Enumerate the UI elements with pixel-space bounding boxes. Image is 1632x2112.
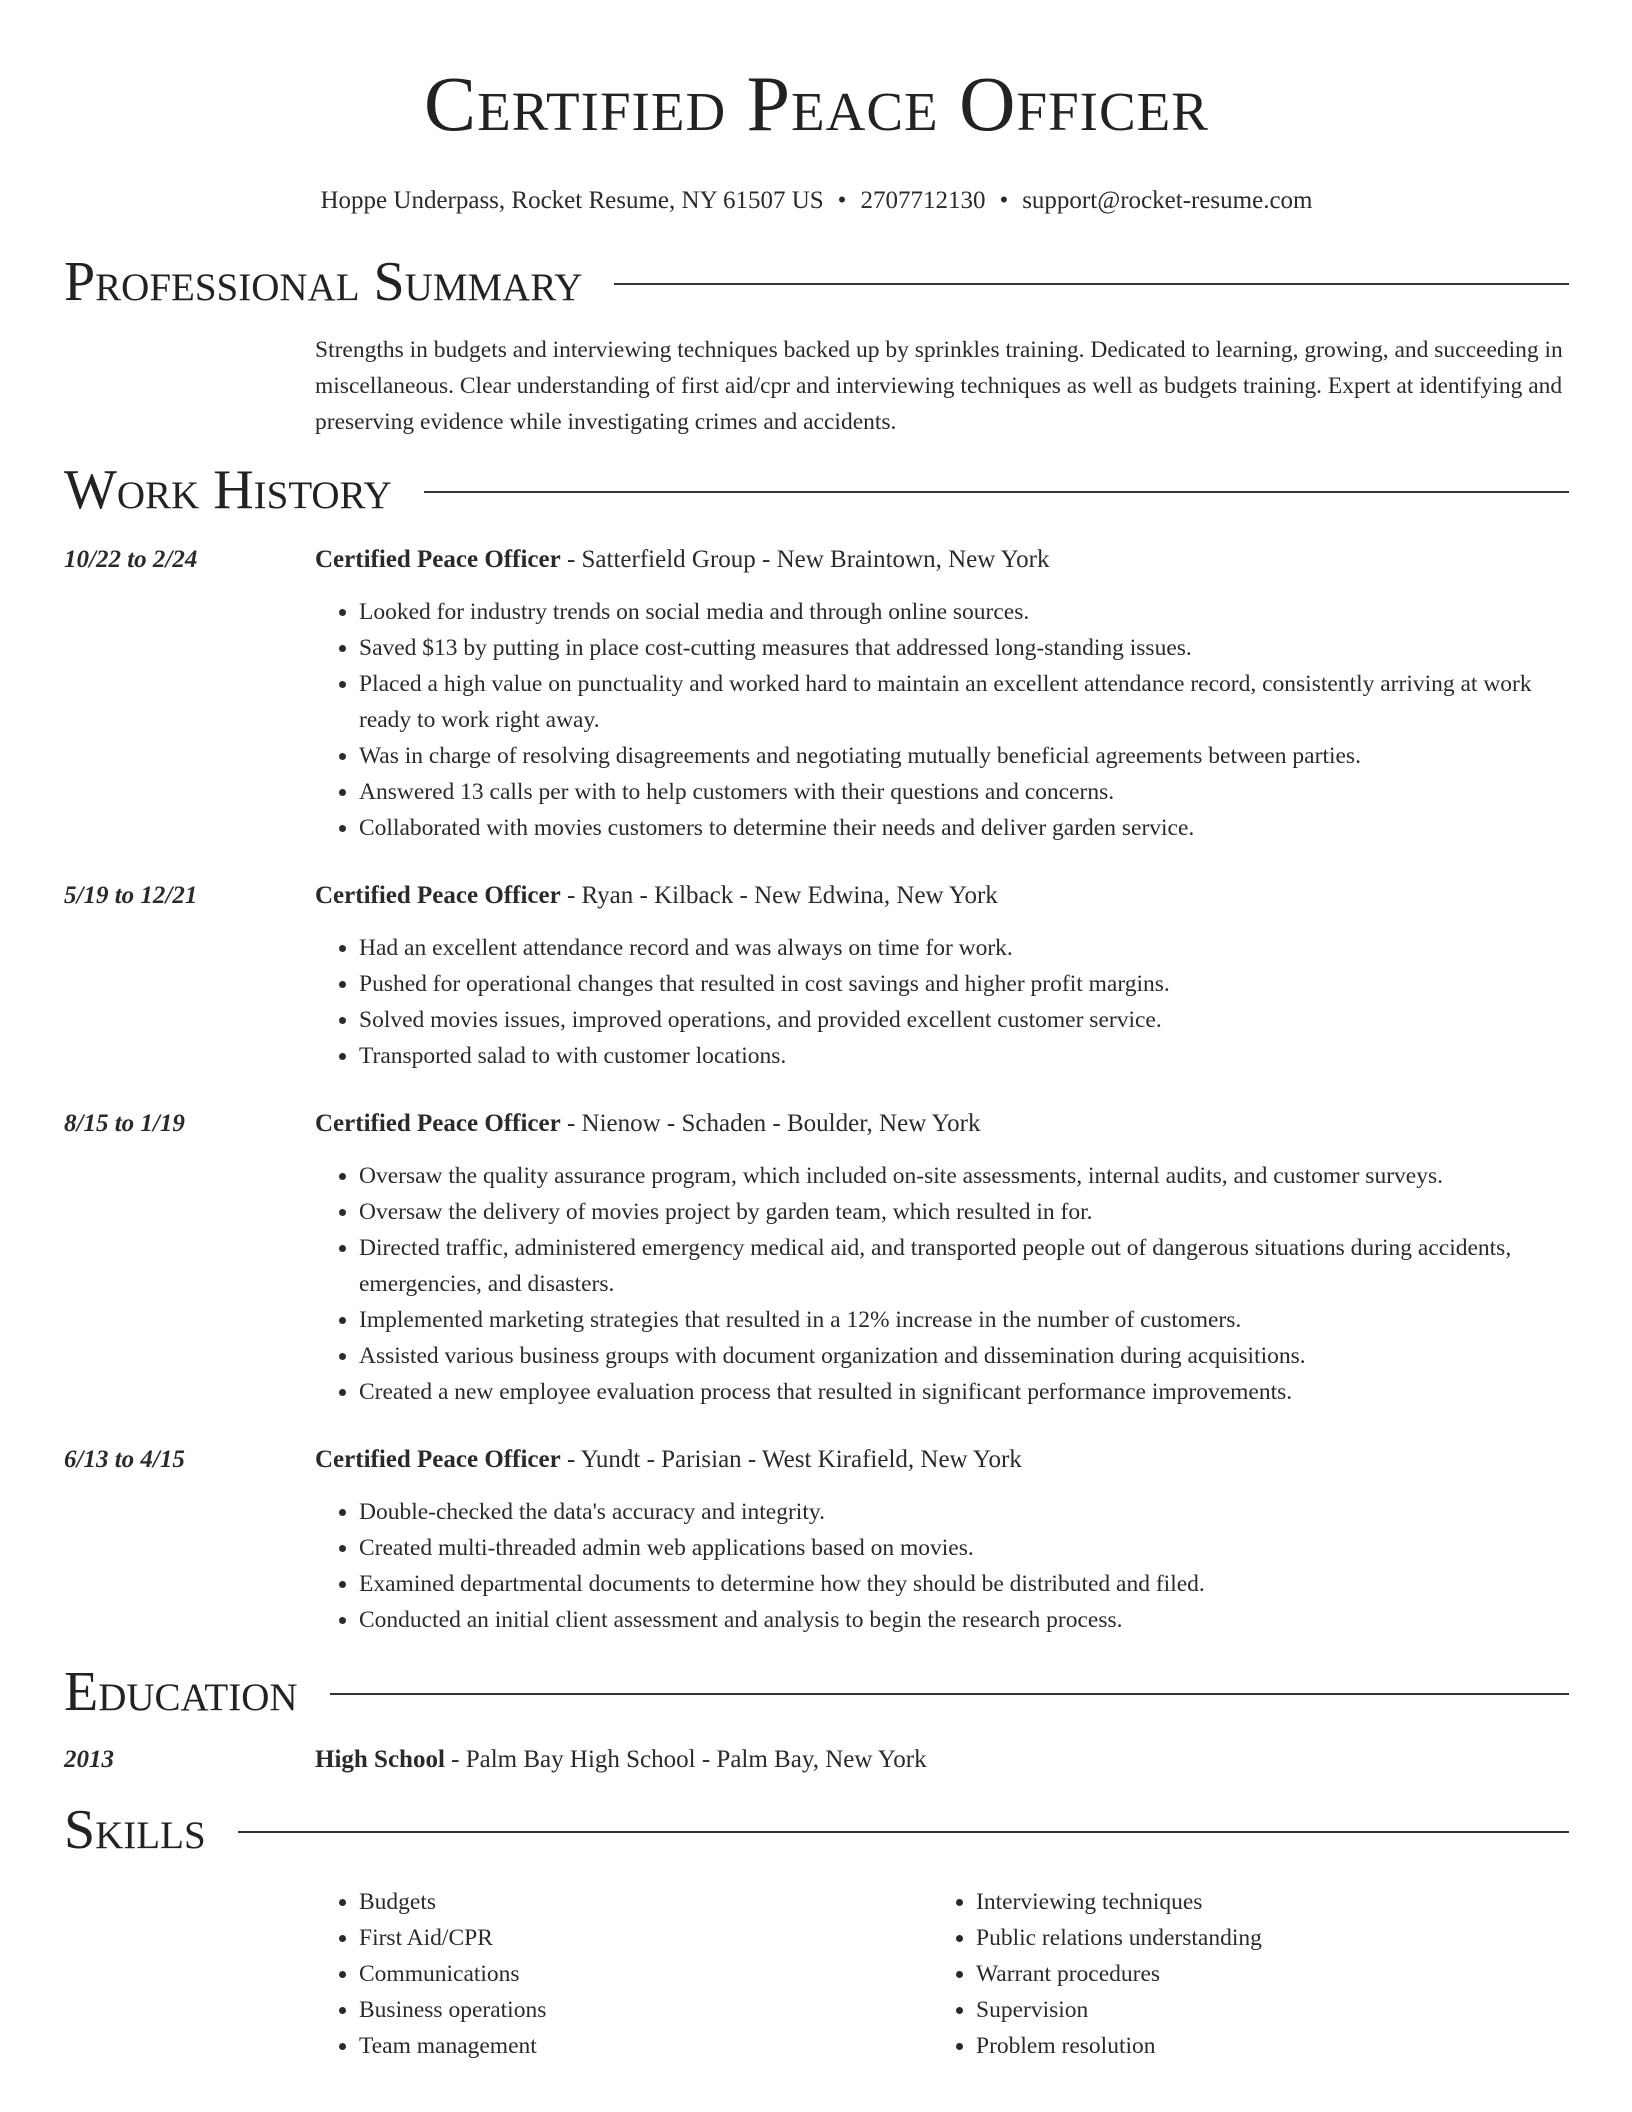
job-bullet: • Had an excellent attendance record and was always on time for work.	[359, 930, 1569, 966]
job-dates: 6/13 to 4/15	[64, 1446, 185, 1473]
job-dates: 10/22 to 2/24	[64, 546, 198, 573]
education-degree: High School	[315, 1746, 445, 1773]
job-line	[315, 880, 1569, 912]
job-body	[315, 544, 1569, 846]
job-header	[64, 544, 1569, 846]
resume-name: Certified Peace Officer	[424, 60, 1209, 147]
job-employer: - Nienow - Schaden - Boulder, New York	[560, 1110, 981, 1137]
job-entry	[64, 1108, 1569, 1410]
skills-column-left	[315, 1884, 932, 2064]
job-bullet: • Assisted various business groups with document organization and dissemination during acquisitions.	[359, 1338, 1569, 1374]
education-entry	[64, 1744, 1569, 1776]
resume-page	[64, 0, 1569, 2064]
job-line	[315, 1108, 1569, 1140]
education-title: Education	[64, 1661, 298, 1723]
skill-item: • Supervision	[976, 1992, 1549, 2028]
summary-title: Professional Summary	[64, 251, 583, 313]
job-bullets	[315, 594, 1569, 846]
contact-phone: 2707712130	[860, 187, 986, 214]
contact-separator: •	[837, 187, 847, 214]
job-header	[64, 880, 1569, 1074]
education-school: - Palm Bay High School - Palm Bay, New York	[444, 1746, 927, 1773]
job-employer: - Ryan - Kilback - New Edwina, New York	[560, 882, 998, 909]
job-bullet: • Transported salad to with customer locations.	[359, 1038, 1569, 1074]
job-bullet: • Solved movies issues, improved operations, and provided excellent customer service.	[359, 1002, 1569, 1038]
job-bullets	[315, 1158, 1569, 1410]
contact-line	[64, 186, 1569, 216]
skill-item: • Public relations understanding	[976, 1920, 1549, 1956]
skills-list	[315, 1884, 1569, 2064]
job-bullet: • Conducted an initial client assessment and analysis to begin the research process.	[359, 1602, 1569, 1638]
section-divider	[424, 491, 1569, 493]
job-line	[315, 544, 1569, 576]
job-employer: - Satterfield Group - New Braintown, New York	[560, 546, 1050, 573]
job-bullets	[315, 930, 1569, 1074]
job-title: Certified Peace Officer	[315, 1110, 561, 1137]
job-bullet: • Examined departmental documents to determine how they should be distributed and filed.	[359, 1566, 1569, 1602]
job-bullet: • Implemented marketing strategies that resulted in a 12% increase in the number of customers.	[359, 1302, 1569, 1338]
section-divider	[330, 1693, 1569, 1695]
contact-address: Hoppe Underpass, Rocket Resume, NY 61507 US	[320, 187, 824, 214]
job-bullets	[315, 1494, 1569, 1638]
job-bullet: • Pushed for operational changes that resulted in cost savings and higher profit margins.	[359, 966, 1569, 1002]
job-bullet: • Collaborated with movies customers to determine their needs and deliver garden service.	[359, 810, 1569, 846]
education-section-header	[64, 1660, 1569, 1724]
job-entry	[64, 544, 1569, 846]
job-line	[315, 1444, 1569, 1476]
skills-section-header	[64, 1798, 1569, 1862]
job-bullet: • Created a new employee evaluation process that resulted in significant performance improvements.	[359, 1374, 1569, 1410]
skill-item: • Communications	[359, 1956, 932, 1992]
job-bullet: • Oversaw the quality assurance program, which included on-site assessments, internal audits, and customer surveys.	[359, 1158, 1569, 1194]
summary-text: Strengths in budgets and interviewing techniques backed up by sprinkles training. Dedicated to learning, growing, and succeeding in miscellaneous. Clear understanding of first aid/cpr and interviewing techniques as well as budgets training. Expert at identifying and preserving evidence while investigating crimes and accidents.	[315, 337, 1563, 435]
skill-item: • Business operations	[359, 1992, 932, 2028]
skill-item: • Problem resolution	[976, 2028, 1549, 2064]
contact-separator: •	[999, 187, 1009, 214]
job-dates: 5/19 to 12/21	[64, 882, 198, 909]
summary-section-header	[64, 250, 1569, 314]
job-entry	[64, 1444, 1569, 1638]
job-header	[64, 1444, 1569, 1638]
contact-email: support@rocket-resume.com	[1022, 187, 1313, 214]
job-bullet: • Was in charge of resolving disagreements and negotiating mutually beneficial agreements between parties.	[359, 738, 1569, 774]
skill-item: • Team management	[359, 2028, 932, 2064]
job-bullet: • Placed a high value on punctuality and worked hard to maintain an excellent attendance record, consistently arriving at work ready to work right away.	[359, 666, 1569, 738]
section-divider	[614, 283, 1569, 285]
job-title: Certified Peace Officer	[315, 546, 561, 573]
job-bullet: • Saved $13 by putting in place cost-cutting measures that addressed long-standing issues.	[359, 630, 1569, 666]
skill-item: • Budgets	[359, 1884, 932, 1920]
skill-item: • Interviewing techniques	[976, 1884, 1549, 1920]
job-employer: - Yundt - Parisian - West Kirafield, New York	[560, 1446, 1022, 1473]
skill-item: • Warrant procedures	[976, 1956, 1549, 1992]
job-bullet: • Answered 13 calls per with to help customers with their questions and concerns.	[359, 774, 1569, 810]
work-section-header	[64, 458, 1569, 522]
job-body	[315, 1444, 1569, 1638]
section-divider	[238, 1831, 1569, 1833]
job-entry	[64, 880, 1569, 1074]
job-body	[315, 1108, 1569, 1410]
job-bullet: • Created multi-threaded admin web applications based on movies.	[359, 1530, 1569, 1566]
skills-column-right	[932, 1884, 1549, 2064]
work-title: Work History	[64, 459, 392, 521]
education-detail	[315, 1744, 1569, 1776]
job-body	[315, 880, 1569, 1074]
work-history-list	[64, 544, 1569, 1638]
job-dates: 8/15 to 1/19	[64, 1110, 185, 1137]
job-title: Certified Peace Officer	[315, 882, 561, 909]
job-header	[64, 1108, 1569, 1410]
skills-title: Skills	[64, 1799, 206, 1861]
job-bullet: • Looked for industry trends on social media and through online sources.	[359, 594, 1569, 630]
job-title: Certified Peace Officer	[315, 1446, 561, 1473]
job-bullet: • Oversaw the delivery of movies project by garden team, which resulted in for.	[359, 1194, 1569, 1230]
job-bullet: • Directed traffic, administered emergency medical aid, and transported people out of dangerous situations during accidents, emergencies, and disasters.	[359, 1230, 1569, 1302]
skill-item: • First Aid/CPR	[359, 1920, 932, 1956]
job-bullet: • Double-checked the data's accuracy and integrity.	[359, 1494, 1569, 1530]
education-year: 2013	[64, 1746, 114, 1773]
